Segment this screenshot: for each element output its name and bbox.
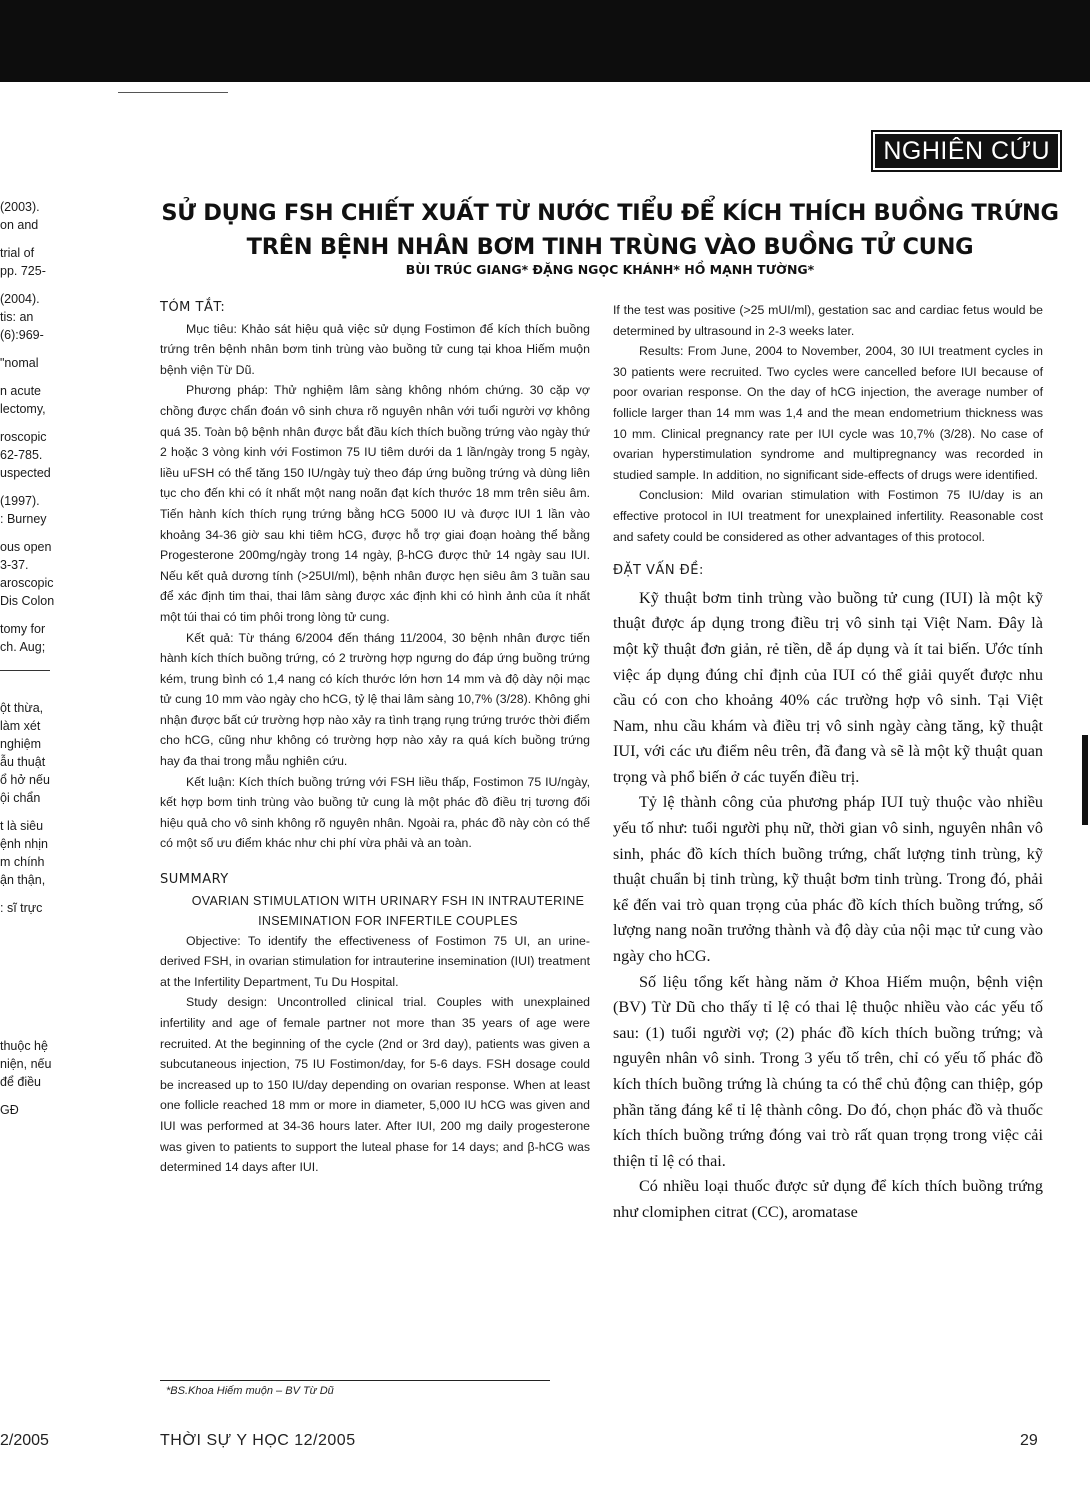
top-dark-band bbox=[0, 0, 1090, 82]
fragment-divider bbox=[0, 670, 50, 671]
title-line-1: SỬ DỤNG FSH CHIẾT XUẤT TỪ NƯỚC TIỂU ĐỂ KÍCH THÍCH BUỒNG TRỨNG bbox=[161, 200, 1059, 226]
introduction-paragraph: Tỷ lệ thành công của phương pháp IUI tuỳ thuộc vào nhiều yếu tố như: tuổi người phụ nữ, thời gian vô sinh, nguyên nhân vô sinh, phác đồ kích thích buồng trứng, chất lượng tinh trùng, kỹ thuật chuẩn bị tinh trùng, kỹ thuật bơm tinh trùng. Trong đó, phải kể đến vai trò quan trọng của phác đồ kích thích buồng trứng, số lượng nang noãn trưởng thành và độ dày của nội mạc tử cung vào ngày cho hCG. bbox=[613, 793, 1043, 966]
abstract-conclusion-vi: Kết luận: Kích thích buồng trứng với FSH liều thấp, Fostimon 75 IU/ngày, kết hợp bơm tinh trùng vào buồng tử cung là một phác đồ điều trị tương đối hiệu quả cho vô sinh không rõ nguyên nhân. Ngoài ra, phác đồ này còn có thể có một số ưu điểm khác như chi phí vừa phải và an toàn. bbox=[160, 774, 590, 851]
summary-results: Results: From June, 2004 to November, 2004, 30 IUI treatment cycles in 30 patients were recruited. Two cycles were cancelled before IUI because of poor ovarian response. On the day of hCG injection, the average number of follicle larger than 14 mm was 1,4 and the mean endometrium thickness was 10 mm. Clinical pregnancy rate per IUI cycle was 10,7% (3/28). No case of ovarian hyperstimulation syndrome and multipregnancy was recorded in studied sample. In addition, no significant side-effects of drugs were identified. bbox=[613, 344, 1043, 482]
introduction-paragraph: Có nhiều loại thuốc được sử dụng để kích thích buồng trứng như clomiphen citrat (CC), aromatase bbox=[613, 1177, 1043, 1221]
previous-page-fragment-column bbox=[0, 198, 60, 1129]
abstract-results-vi: Kết quả: Từ tháng 6/2004 đến tháng 11/2004, 30 bệnh nhân được tiến hành kích thích buồng trứng, có 2 trường hợp ngưng do đáp ứng buồng trứng kém, trung bình có 1,4 nang có kích thước lớn hơn 14 mm và độ dày nội mạc tử cung 10 mm vào ngày cho hCG, tỷ lệ thai lâm sàng 10,7% (3/28). Không ghi nhận được bất cứ trường hợp nào xảy ra tình trạng rụng trứng trước thời điểm cho hCG, cũng như không có trường hợp nào xảy ra quá kích buồng trứng hay đa thai trong mẫu nghiên cứu. bbox=[160, 630, 590, 769]
fragment-group: trial of pp. 725- bbox=[0, 246, 46, 278]
abstract-objective-vi: Mục tiêu: Khảo sát hiệu quả việc sử dụng Fostimon để kích thích buồng trứng trên bệnh nhân bơm tinh trùng vào buồng tử cung tại khoa Hiếm muộn bệnh viện Từ Dũ. bbox=[160, 321, 590, 377]
fragment-group: n acute lectomy, bbox=[0, 384, 46, 416]
summary-objective: Objective: To identify the effectiveness of Fostimon 75 UI, an urine-derived FSH, in ovarian stimulation for intrauterine insemination (IUI) treatment at the Infertility Department, Tu Du Hospital. bbox=[160, 933, 590, 989]
summary-study-design-continued: If the test was positive (>25 mUI/ml), gestation sac and cardiac fetus would be determined by ultrasound in 2-3 weeks later. bbox=[613, 303, 1043, 338]
page-number: 29 bbox=[1020, 1432, 1038, 1449]
summary-study-design: Study design: Uncontrolled clinical trial. Couples with unexplained infertility and age of female partner not more than 35 years of age were recruited. At the beginning of the cycle (2nd or 3rd day), patients was given a subcutaneous injection, 75 IU Fostimon/day, for 5-6 days. FSH dosage could be increased up to 150 IU/day depending on ovarian response. When at least one follicle reached 18 mm or more in diameter, 5,000 IU hCG was given and IUI was performed at 34-36 hours later. After IUI, 200 mg daily progesterone was given to patients to support the luteal phase for 14 days; and β-hCG was determined 14 days after IUI. bbox=[160, 995, 590, 1175]
section-banner: NGHIÊN CỨU bbox=[873, 132, 1060, 170]
introduction-paragraph: Kỹ thuật bơm tinh trùng vào buồng tử cung (IUI) là một kỹ thuật được áp dụng trong điều trị vô sinh tại Việt Nam. Đây là một kỹ thuật đơn giản, rẻ tiền, dễ áp dụng và ít tai biến. Ước tính việc áp dụng đúng chỉ định của IUI có thể giải quyết được nhu cầu có con cho khoảng 40% các trường hợp vô sinh. Tại Việt Nam, nhu cầu khám và điều trị vô sinh ngày càng tăng, kỹ thuật IUI, với các ưu điểm nêu trên, đã đang và sẽ là một kỹ thuật quan trọng và phổ biến ở các tuyến điều trị. bbox=[613, 588, 1043, 786]
right-edge-mark bbox=[1082, 735, 1088, 825]
abstract-methods-vi: Phương pháp: Thử nghiệm lâm sàng không nhóm chứng. 30 cặp vợ chồng được chẩn đoán vô sinh chưa rõ nguyên nhân với tuổi người vợ không quá 35. Toàn bộ bệnh nhân được bắt đầu kích thích buồng trứng vào ngày thứ 2 hoặc 3 vòng kinh với Fostimon 75 IU tiêm dưới da 1 lần/ngày trong 5 ngày, liều uFSH có thể tăng 150 IU/ngày tuỳ theo đáp ứng buồng trứng và dùng liên tục cho đến khi có ít nhất một nang noãn đạt kích thước 18 mm trên siêu âm. Tiến hành kích thích rụng trứng bằng hCG 5000 IU và được IUI 1 lần vào khoảng 34-36 giờ sau khi tiêm hCG, được hỗ trợ giai đoạn hoàng thể bằng Progesterone 200mg/ngày trong 14 ngày, β-hCG được thử 14 ngày sau IUI. Nếu kết quả dương tính (>25UI/ml), bệnh nhân được hẹn siêu âm 3 tuần sau để xác định tim thai, thai lâm sàng được xác định khi có hình ảnh của ít nhất một túi thai có tim phôi trong lòng tử cung. bbox=[160, 383, 590, 624]
abstract-vi-heading: TÓM TẮT: bbox=[160, 300, 226, 315]
summary-conclusion: Conclusion: Mild ovarian stimulation with Fostimon 75 IU/day is an effective protocol in IUI treatment for unexplained infertility. Reasonable cost and safety could be considered as other advantages of this protocol. bbox=[613, 488, 1043, 544]
summary-heading: SUMMARY bbox=[160, 872, 229, 888]
author-list: BÙI TRÚC GIANG* ĐẶNG NGỌC KHÁNH* HỒ MẠNH TƯỜNG* bbox=[405, 262, 815, 277]
fragment-group: ột thừa, làm xét nghiệm ẫu thuật ổ hở nếu ội chẩn bbox=[0, 701, 50, 805]
journal-footer: THỜI SỰ Y HỌC 12/2005 bbox=[160, 1432, 356, 1449]
fragment-group: thuộc hệ niện, nếu để điều bbox=[0, 1039, 52, 1089]
previous-page-footer-fragment: 2/2005 bbox=[0, 1432, 49, 1449]
footnote-rule bbox=[160, 1380, 550, 1381]
introduction-paragraph: Số liệu tổng kết hàng năm ở Khoa Hiếm muộn, bệnh viện (BV) Từ Dũ cho thấy tỉ lệ có thai lệ thuộc nhiều vào các yếu tố sau: (1) tuổi người vợ; (2) phác đồ kích thích buồng trứng; và nguyên nhân vô sinh. Trong 3 yếu tố trên, chỉ có yếu tố phác đồ kích thích buồng trứng là chúng ta có thể chủ động can thiệp, góp phần tăng đáng kể tỉ lệ thành công. Do đó, chọn phác đồ và thuốc kích thích buồng trứng đóng vai trò rất quan trọng trong việc cải thiện tỉ lệ có thai. bbox=[613, 972, 1043, 1170]
article-title bbox=[140, 196, 1080, 264]
fragment-group: (1997). : Burney bbox=[0, 494, 47, 526]
right-text-column bbox=[613, 300, 1043, 1226]
summary-title-line-2: INSEMINATION FOR INFERTILE COUPLES bbox=[258, 913, 518, 928]
left-text-column bbox=[160, 298, 590, 1178]
fragment-group: GĐ bbox=[0, 1103, 19, 1117]
fragment-group: "nomal bbox=[0, 356, 39, 370]
fragment-group: roscopic 62-785. uspected bbox=[0, 430, 51, 480]
title-line-2: TRÊN BỆNH NHÂN BƠM TINH TRÙNG VÀO BUỒNG TỬ CUNG bbox=[246, 234, 974, 260]
fragment-group: (2004). tis: an (6):969- bbox=[0, 292, 44, 342]
fragment-group: (2003). on and bbox=[0, 200, 40, 232]
fragment-group: t là siêu ệnh nhịn m chính ận thận, bbox=[0, 819, 48, 887]
top-rule bbox=[118, 92, 228, 93]
fragment-group: : sĩ trực bbox=[0, 901, 43, 915]
introduction-body bbox=[613, 586, 1043, 1226]
fragment-group: tomy for ch. Aug; bbox=[0, 622, 46, 654]
introduction-heading: ĐẶT VẤN ĐỀ: bbox=[613, 563, 704, 579]
fragment-group: ous open 3-37. aroscopic Dis Colon bbox=[0, 540, 55, 608]
summary-title-line-1: OVARIAN STIMULATION WITH URINARY FSH IN INTRAUTERINE bbox=[191, 893, 585, 908]
author-affiliation-footnote: *BS.Khoa Hiếm muộn – BV Từ Dũ bbox=[166, 1385, 334, 1397]
